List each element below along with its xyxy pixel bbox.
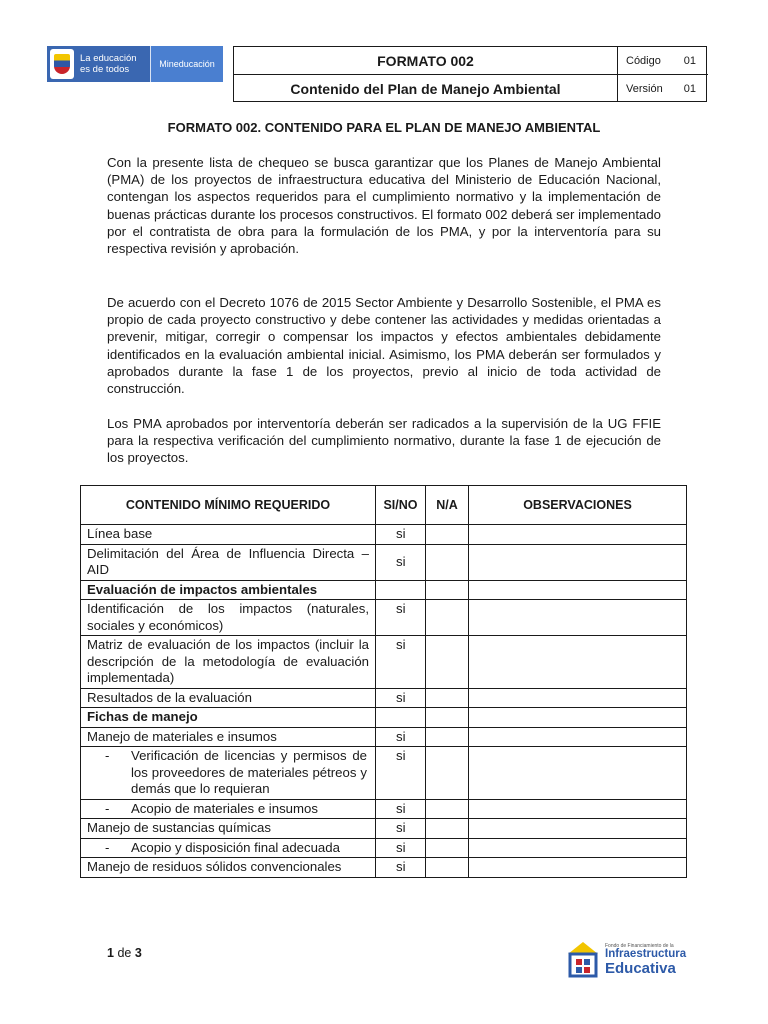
- row-value: si: [376, 747, 426, 800]
- subitem-cell: [81, 838, 376, 858]
- approval-paragraph: Los PMA aprobados por interventoría deberán ser radicados a la supervisión de la UG FFIE para la respectiva verificación del cumplimiento normativo, durante la fase 1 de ejecución de los proyectos.: [107, 416, 661, 466]
- format-subtitle: Contenido del Plan de Manejo Ambiental: [234, 75, 618, 102]
- row-observation: [469, 525, 687, 545]
- logo-line1: La educación: [80, 53, 137, 64]
- row-na: [426, 799, 469, 819]
- format-title: FORMATO 002: [234, 47, 618, 75]
- section-label: Evaluación de impactos ambientales: [81, 580, 376, 600]
- row-na: [426, 544, 469, 580]
- row-value: [376, 708, 426, 728]
- row-value: si: [376, 544, 426, 580]
- header-sino: SI/NO: [376, 486, 426, 525]
- checklist-table: [80, 485, 687, 878]
- row-value: si: [376, 688, 426, 708]
- header-na: N/A: [426, 486, 469, 525]
- row-observation: [469, 838, 687, 858]
- header-content: CONTENIDO MÍNIMO REQUERIDO: [81, 486, 376, 525]
- row-na: [426, 838, 469, 858]
- table-row: [81, 688, 687, 708]
- row-observation: [469, 544, 687, 580]
- row-value: si: [376, 727, 426, 747]
- house-logo-icon: [566, 940, 600, 980]
- table-header-row: [81, 486, 687, 525]
- subitem-label: Verificación de licencias y permisos de los proveedores de materiales pétreos y demás que lo requieran: [131, 748, 367, 796]
- code-cell: [618, 47, 708, 75]
- row-na: [426, 600, 469, 636]
- row-na: [426, 636, 469, 689]
- row-na: [426, 688, 469, 708]
- row-label: Manejo de materiales e insumos: [81, 727, 376, 747]
- table-row: [81, 525, 687, 545]
- ffie-logo-small: Fondo de Financiamiento de la: [605, 943, 674, 950]
- row-observation: [469, 747, 687, 800]
- page-total: 3: [134, 946, 142, 960]
- format-header-table: [233, 46, 707, 102]
- row-na: [426, 525, 469, 545]
- table-row: [81, 636, 687, 689]
- ffie-logo-big: Educativa: [605, 959, 676, 977]
- row-value: si: [376, 636, 426, 689]
- subitem-cell: [81, 799, 376, 819]
- table-subitem-row: [81, 799, 687, 819]
- row-label: Resultados de la evaluación: [81, 688, 376, 708]
- version-label: Versión: [626, 82, 663, 95]
- mineducacion-logo: [47, 46, 223, 82]
- table-section-row: [81, 580, 687, 600]
- bullet-dash: -: [105, 800, 110, 816]
- row-observation: [469, 799, 687, 819]
- row-label: Línea base: [81, 525, 376, 545]
- row-label: Manejo de residuos sólidos convencionales: [81, 858, 376, 878]
- row-na: [426, 819, 469, 839]
- row-value: si: [376, 819, 426, 839]
- row-na: [426, 727, 469, 747]
- row-observation: [469, 688, 687, 708]
- page-number: [107, 946, 142, 960]
- ffie-logo-mid: Infraestructura: [605, 948, 687, 961]
- row-value: [376, 580, 426, 600]
- table-section-row: [81, 708, 687, 728]
- colombia-crest-icon: [50, 49, 74, 79]
- code-label: Código: [626, 54, 661, 67]
- row-value: si: [376, 799, 426, 819]
- row-observation: [469, 727, 687, 747]
- row-observation: [469, 858, 687, 878]
- row-na: [426, 708, 469, 728]
- table-row: [81, 819, 687, 839]
- table-subitem-row: [81, 747, 687, 800]
- version-cell: [618, 75, 708, 102]
- subitem-label: Acopio de materiales e insumos: [131, 800, 318, 816]
- row-label: Delimitación del Área de Influencia Directa – AID: [81, 544, 376, 580]
- row-value: si: [376, 525, 426, 545]
- row-value: si: [376, 838, 426, 858]
- bullet-dash: -: [105, 839, 110, 855]
- page-current: 1: [107, 946, 114, 960]
- row-observation: [469, 819, 687, 839]
- header-observations: OBSERVACIONES: [469, 486, 687, 525]
- subitem-label: Acopio y disposición final adecuada: [131, 839, 340, 855]
- table-row: [81, 600, 687, 636]
- decree-paragraph: De acuerdo con el Decreto 1076 de 2015 Sector Ambiente y Desarrollo Sostenible, el PMA es propio de cada proyecto constructivo y debe contener las actividades y medidas orientadas a prevenir, mitigar, corregir o compensar los impactos y efectos ambientales debidamente identificados en la evaluación ambiental inicial. Asimismo, los PMA deberán ser formulados y aprobados durante la fase 1 de los proyectos, previo al inicio de toda actividad de construcción.: [107, 295, 661, 397]
- row-na: [426, 747, 469, 800]
- row-na: [426, 580, 469, 600]
- section-label: Fichas de manejo: [81, 708, 376, 728]
- row-observation: [469, 708, 687, 728]
- row-observation: [469, 636, 687, 689]
- row-label: Matriz de evaluación de los impactos (incluir la descripción de la metodología de evaluación implementada): [81, 636, 376, 689]
- row-label: Identificación de los impactos (naturales, sociales y económicos): [81, 600, 376, 636]
- row-na: [426, 858, 469, 878]
- logo-line2: es de todos: [80, 64, 130, 75]
- row-observation: [469, 600, 687, 636]
- table-row: [81, 727, 687, 747]
- ffie-logo: [566, 936, 688, 984]
- version-value: 01: [683, 82, 696, 95]
- bullet-dash: -: [105, 748, 110, 763]
- code-value: 01: [683, 54, 696, 67]
- row-value: si: [376, 858, 426, 878]
- row-observation: [469, 580, 687, 600]
- row-value: si: [376, 600, 426, 636]
- document-heading: FORMATO 002. CONTENIDO PARA EL PLAN DE MANEJO AMBIENTAL: [167, 120, 601, 135]
- subitem-cell: [81, 747, 376, 800]
- page-of: de: [117, 946, 132, 960]
- table-row: [81, 858, 687, 878]
- row-label: Manejo de sustancias químicas: [81, 819, 376, 839]
- table-subitem-row: [81, 838, 687, 858]
- intro-paragraph: Con la presente lista de chequeo se busca garantizar que los Planes de Manejo Ambiental (PMA) de los proyectos de infraestructura educativa del Ministerio de Educación Nacional, contengan los aspectos requeridos para el cumplimiento normativo y la implementación de buenas prácticas durante los procesos constructivos. El formato 002 deberá ser implementado por el contratista de obra para la formulación de los PMA, y por la interventoría para su respectiva revisión y aprobación.: [107, 155, 661, 257]
- logo-mineducacion-label: Mineducación: [150, 46, 223, 82]
- table-row: [81, 544, 687, 580]
